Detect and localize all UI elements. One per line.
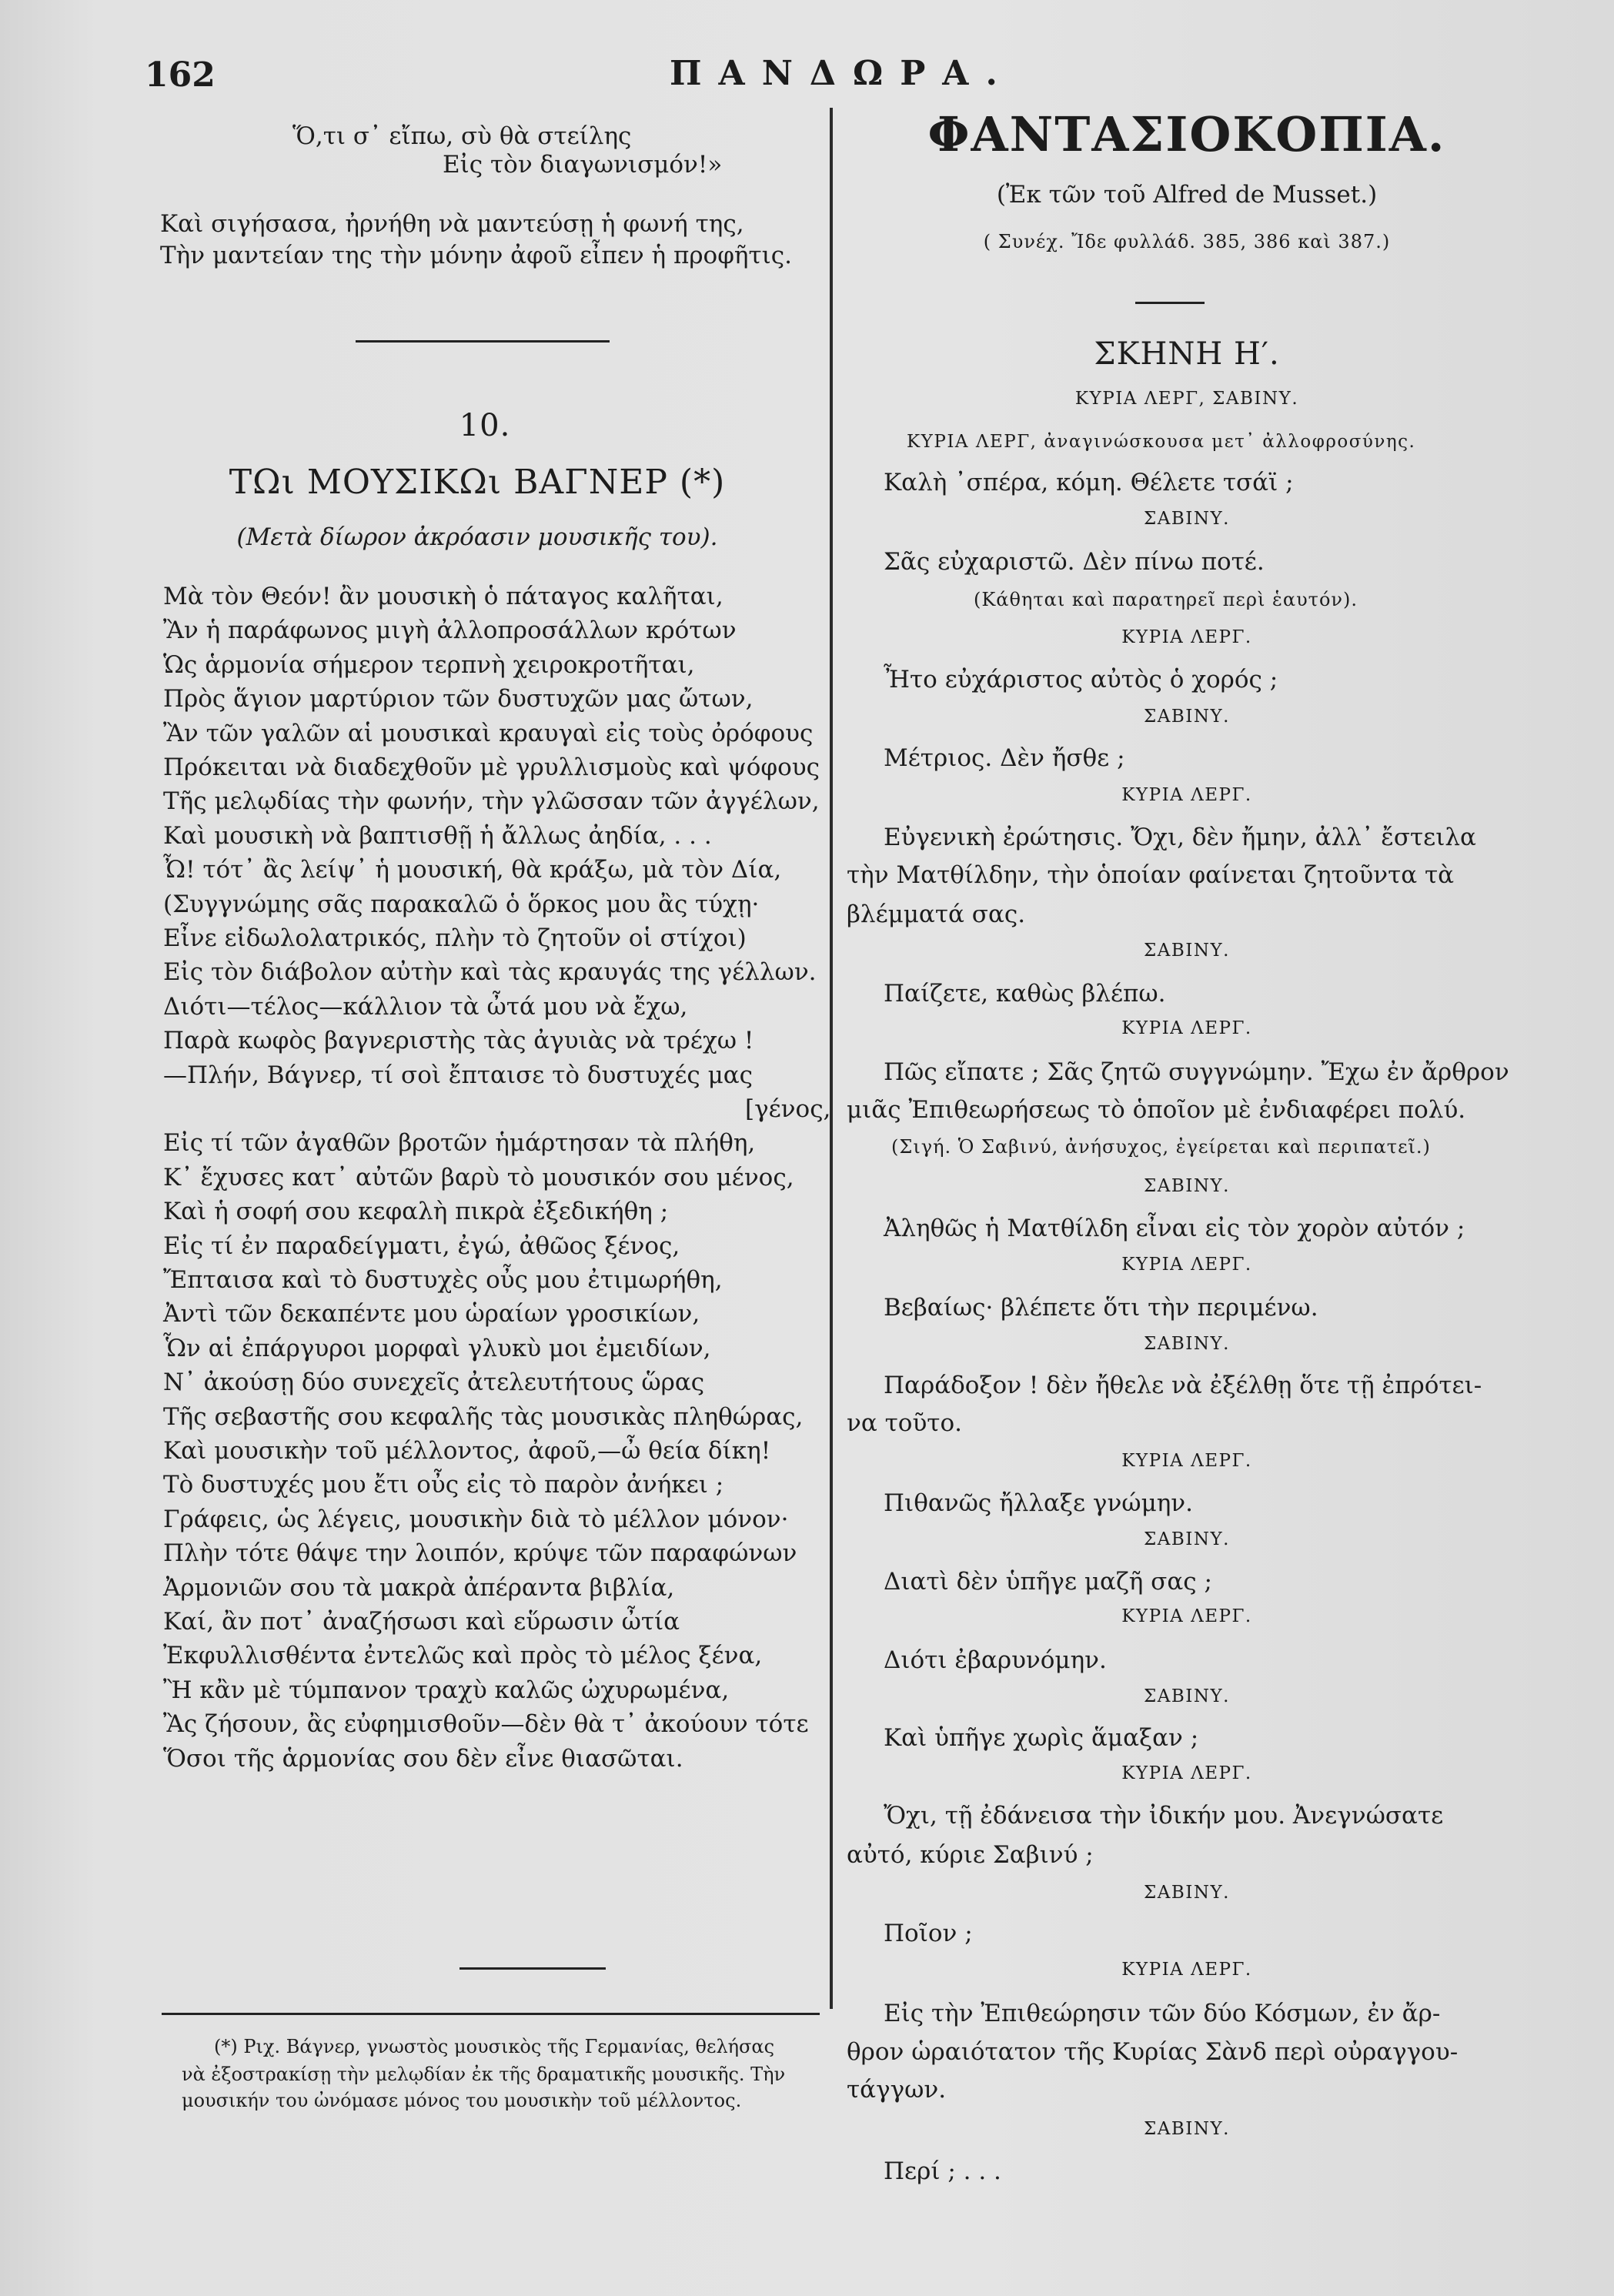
dialogue-line: Παράδοξον ! δὲν ἤθελε νὰ ἐξέλθῃ ὅτε τῇ ἐπρότει- <box>884 1372 1482 1399</box>
dialogue-line: να τοῦτο. <box>847 1409 962 1437</box>
verse-line: Εἶνε εἰδωλολατρικός, πλὴν τὸ ζητοῦν οἱ στίχοι) <box>163 924 747 952</box>
speaker-label: ΣΑΒΙΝΥ. <box>1144 1686 1230 1706</box>
speaker-direction: ΚΥΡΙΑ ΛΕΡΓ, ἀναγινώσκουσα μετ᾽ ἀλλοφροσύνης. <box>907 432 1416 452</box>
dialogue-line: Ἦτο εὐχάριστος αὐτὸς ὁ χορός ; <box>884 666 1278 693</box>
dialogue-line: Καὶ ὑπῆγε χωρὶς ἅμαξαν ; <box>884 1724 1199 1752</box>
verse-line: Ὦ! τότ᾽ ἂς λείψ᾽ ἡ μουσική, θὰ κράξω, μὰ τὸν Δία, <box>163 856 782 884</box>
dialogue-line: Εἰς τὴν Ἐπιθεώρησιν τῶν δύο Κόσμων, ἐν ἄρ- <box>884 2000 1441 2027</box>
speaker-label: ΣΑΒΙΝΥ. <box>1144 2119 1230 2139</box>
footnote-line: νὰ ἐξοστρακίσῃ τὴν μελῳδίαν ἐκ τῆς δραματικῆς μουσικῆς. Τὴν <box>182 2064 786 2085</box>
verse-line: Ἀντὶ τῶν δεκαπέντε μου ὡραίων γροσικίων, <box>163 1300 700 1328</box>
section-rule <box>1135 302 1205 304</box>
dialogue-line: τάγγων. <box>847 2076 947 2104</box>
dialogue-line: Σᾶς εὐχαριστῶ. Δὲν πίνω ποτέ. <box>884 548 1265 576</box>
verse-line: Καὶ μουσικὴν τοῦ μέλλοντος, ἀφοῦ,—ὦ θεία δίκη! <box>163 1437 771 1465</box>
page-number: 162 <box>145 55 216 95</box>
verse-line: Εἰς τί τῶν ἀγαθῶν βροτῶν ἡμάρτησαν τὰ πλήθη, <box>163 1129 756 1158</box>
character-list: ΚΥΡΙΑ ΛΕΡΓ, ΣΑΒΙΝΥ. <box>1074 389 1299 409</box>
verse-line: —Πλήν, Βάγνερ, τί σοὶ ἔπταισε τὸ δυστυχές μας <box>163 1061 754 1089</box>
footnote-line: (*) Ριχ. Βάγνερ, γνωστὸς μουσικὸς τῆς Γερμανίας, θελήσας <box>214 2036 775 2057</box>
footnote-rule <box>162 2013 820 2015</box>
running-head: ΠΑΝΔΩΡΑ. <box>670 54 1014 93</box>
verse-line: Ὡς ἁρμονία σήμερον τερπνὴ χειροκροτῆται, <box>163 650 695 679</box>
dialogue-line: βλέμματά σας. <box>847 901 1026 928</box>
verse-continuation: [γένος, <box>745 1095 831 1123</box>
dialogue-line: τὴν Ματθίλδην, τὴν ὁποίαν φαίνεται ζητοῦντα τὰ <box>847 861 1455 889</box>
poem-subtitle: (Μετὰ δίωρον ἀκρόασιν μουσικῆς του). <box>236 523 718 551</box>
verse-line: Ἀρμονιῶν σου τὰ μακρὰ ἀπέραντα βιβλία, <box>163 1573 675 1602</box>
dialogue-line: Ἀληθῶς ἡ Ματθίλδη εἶναι εἰς τὸν χορὸν αὐτόν ; <box>884 1215 1465 1242</box>
dialogue-line: Διότι ἐβαρυνόμην. <box>884 1646 1107 1674</box>
speaker-label: ΚΥΡΙΑ ΛΕΡΓ. <box>1121 627 1252 647</box>
dialogue-line: Εὐγενικὴ ἐρώτησις. Ὄχι, δὲν ἤμην, ἀλλ᾽ ἔστειλα <box>884 824 1476 851</box>
verse-line: (Συγγνώμης σᾶς παρακαλῶ ὁ ὅρκος μου ἂς τύχῃ· <box>163 890 760 918</box>
verse-line: Καὶ ἡ σοφή σου κεφαλὴ πικρὰ ἐξεδικήθη ; <box>163 1198 669 1226</box>
footnote-line: μουσικήν του ὠνόμασε μόνος του μουσικὴν τοῦ μέλλοντος. <box>182 2090 742 2111</box>
dialogue-line: Παίζετε, καθὼς βλέπω. <box>884 980 1166 1008</box>
article-title: ΦΑΝΤΑΣΙΟΚΟΠΙΑ. <box>927 106 1446 162</box>
verse-line: Τὸ δυστυχές μου ἔτι οὖς εἰς τὸ παρὸν ἀνήκει ; <box>163 1471 724 1499</box>
dialogue-line: Πιθανῶς ἤλλαξε γνώμην. <box>884 1489 1193 1517</box>
dialogue-line: Διατὶ δὲν ὑπῆγε μαζῆ σας ; <box>884 1568 1212 1596</box>
speaker-label: ΣΑΒΙΝΥ. <box>1144 707 1230 727</box>
verse-line: Καὶ σιγήσασα, ἠρνήθη νὰ μαντεύσῃ ἡ φωνή της, <box>160 210 744 238</box>
dialogue-line: αὐτό, κύριε Σαβινύ ; <box>847 1841 1094 1869</box>
dialogue-line: Μέτριος. Δὲν ἤσθε ; <box>884 744 1125 772</box>
speaker-label: ΣΑΒΙΝΥ. <box>1144 509 1230 529</box>
verse-line: Πρὸς ἅγιον μαρτύριον τῶν δυστυχῶν μας ὤτων, <box>163 685 754 714</box>
verse-line: Ἂν ἡ παράφωνος μιγὴ ἀλλοπροσάλλων κρότων <box>163 617 737 645</box>
verse-line: Ἂν τῶν γαλῶν αἱ μουσικαὶ κραυγαὶ εἰς τοὺς ὀρόφους <box>163 719 814 747</box>
dialogue-line: Περί ; . . . <box>884 2157 1001 2185</box>
speaker-label: ΚΥΡΙΑ ΛΕΡΓ. <box>1121 1451 1252 1471</box>
verse-line: Παρὰ κωφὸς βαγνεριστὴς τὰς ἀγυιὰς νὰ τρέχω ! <box>163 1027 754 1055</box>
speaker-label: ΣΑΒΙΝΥ. <box>1144 1883 1230 1903</box>
verse-line: Πρόκειται νὰ διαδεχθοῦν μὲ γρυλλισμοὺς καὶ ψόφους <box>163 754 820 781</box>
verse-line: Εἰς τὸν διάβολον αὐτὴν καὶ τὰς κραυγάς της γέλλων. <box>163 958 817 987</box>
verse-line: Ἢ κἂν μὲ τύμπανον τραχὺ καλῶς ὠχυρωμένα, <box>163 1676 730 1704</box>
verse-line: Ὧν αἱ ἐπάργυροι μορφαὶ γλυκὺ μοι ἐμειδίων, <box>163 1334 711 1362</box>
stage-direction: (Κάθηται καὶ παρατηρεῖ περὶ ἑαυτόν). <box>974 589 1358 610</box>
dialogue-line: μιᾶς Ἐπιθεωρήσεως τὸ ὁποῖον μὲ ἐνδιαφέρει πολύ. <box>847 1096 1466 1124</box>
speaker-label: ΣΑΒΙΝΥ. <box>1144 1529 1230 1549</box>
speaker-label: ΚΥΡΙΑ ΛΕΡΓ. <box>1121 1960 1252 1980</box>
verse-line: Εἰς τί ἐν παραδείγματι, ἐγώ, ἀθῶος ξένος, <box>163 1232 680 1260</box>
section-rule <box>356 340 610 343</box>
speaker-label: ΣΑΒΙΝΥ. <box>1144 1334 1230 1354</box>
scene-heading: ΣΚΗΝΗ Η′. <box>1094 336 1280 372</box>
verse-line: Πλὴν τότε θάψε την λοιπόν, κρύψε τῶν παραφώνων <box>163 1539 797 1568</box>
speaker-label: ΣΑΒΙΝΥ. <box>1144 941 1230 961</box>
speaker-label: ΚΥΡΙΑ ΛΕΡΓ. <box>1121 1255 1252 1275</box>
section-rule <box>459 1967 606 1970</box>
poem-title: ΤΩι ΜΟΥΣΙΚΩι ΒΑΓΝΕΡ (*) <box>229 463 726 502</box>
poem-number: 10. <box>459 408 511 443</box>
verse-line: Ν᾽ ἀκούσῃ δύο συνεχεῖς ἀτελευτήτους ὥρας <box>163 1369 705 1397</box>
verse-line: Ὅσοι τῆς ἁρμονίας σου δὲν εἶνε θιασῶται. <box>163 1744 683 1773</box>
speaker-label: ΣΑΒΙΝΥ. <box>1144 1176 1230 1196</box>
dialogue-line: Ὄχι, τῇ ἐδάνεισα τὴν ἰδικήν μου. Ἀνεγνώσατε <box>884 1802 1444 1830</box>
verse-line: Μὰ τὸν Θεόν! ἂν μουσικὴ ὁ πάταγος καλῆται, <box>163 583 723 610</box>
dialogue-line: Βεβαίως· βλέπετε ὅτι τὴν περιμένω. <box>884 1294 1318 1322</box>
verse-line: Καὶ μουσικὴ νὰ βαπτισθῇ ἡ ἄλλως ἀηδία, . . . <box>163 821 712 850</box>
verse-line: Κ᾽ ἔχυσες κατ᾽ αὐτῶν βαρὺ τὸ μουσικόν σου μένος, <box>163 1163 794 1191</box>
verse-line: Τὴν μαντείαν της τὴν μόνην ἀφοῦ εἶπεν ἡ προφῆτις. <box>160 242 793 269</box>
verse-line: Εἰς τὸν διαγωνισμόν!» <box>443 151 723 179</box>
verse-line: Καί, ἂν ποτ᾽ ἀναζήσωσι καὶ εὕρωσιν ὦτία <box>163 1608 680 1636</box>
continued-note: ( Συνέχ. Ἴδε φυλλάδ. 385, 386 καὶ 387.) <box>983 231 1391 252</box>
verse-line: Τῆς μελῳδίας τὴν φωνήν, τὴν γλῶσσαν τῶν ἀγγέλων, <box>163 787 820 816</box>
verse-line: Διότι—τέλος—κάλλιον τὰ ὦτά μου νὰ ἔχω, <box>163 992 688 1021</box>
speaker-label: ΚΥΡΙΑ ΛΕΡΓ. <box>1121 1606 1252 1626</box>
speaker-label: ΚΥΡΙΑ ΛΕΡΓ. <box>1121 785 1252 805</box>
stage-direction: (Σιγή. Ὁ Σαβινύ, ἀνήσυχος, ἐγείρεται καὶ περιπατεῖ.) <box>891 1136 1431 1158</box>
article-source: (Ἐκ τῶν τοῦ Alfred de Musset.) <box>996 181 1378 209</box>
verse-line: Ἔπταισα καὶ τὸ δυστυχὲς οὖς μου ἐτιμωρήθη, <box>163 1266 723 1294</box>
verse-line: Ἐκφυλλισθέντα ἐντελῶς καὶ πρὸς τὸ μέλος ξένα, <box>163 1642 763 1670</box>
verse-line: Γράφεις, ὡς λέγεις, μουσικὴν διὰ τὸ μέλλον μόνον· <box>163 1505 789 1533</box>
verse-line: Ἂς ζήσουν, ἂς εὐφημισθοῦν—δὲν θὰ τ᾽ ἀκούουν τότε <box>163 1710 809 1739</box>
dialogue-line: Πῶς εἴπατε ; Σᾶς ζητῶ συγγνώμην. Ἔχω ἐν ἄρθρον <box>884 1058 1509 1086</box>
dialogue-line: θρον ὡραιότατον τῆς Κυρίας Σὰνδ περὶ οὐραγγου- <box>847 2038 1459 2066</box>
speaker-label: ΚΥΡΙΑ ΛΕΡΓ. <box>1121 1763 1252 1783</box>
speaker-label: ΚΥΡΙΑ ΛΕΡΓ. <box>1121 1018 1252 1038</box>
dialogue-line: Ποῖον ; <box>884 1920 973 1947</box>
verse-line: Ὅ,τι σ᾽ εἴπω, σὺ θὰ στείλης <box>292 122 632 150</box>
dialogue-line: Καλὴ ᾽σπέρα, κόμη. Θέλετε τσάϊ ; <box>884 469 1294 496</box>
verse-line: Τῆς σεβαστῆς σου κεφαλῆς τὰς μουσικὰς πληθώρας, <box>163 1402 804 1431</box>
